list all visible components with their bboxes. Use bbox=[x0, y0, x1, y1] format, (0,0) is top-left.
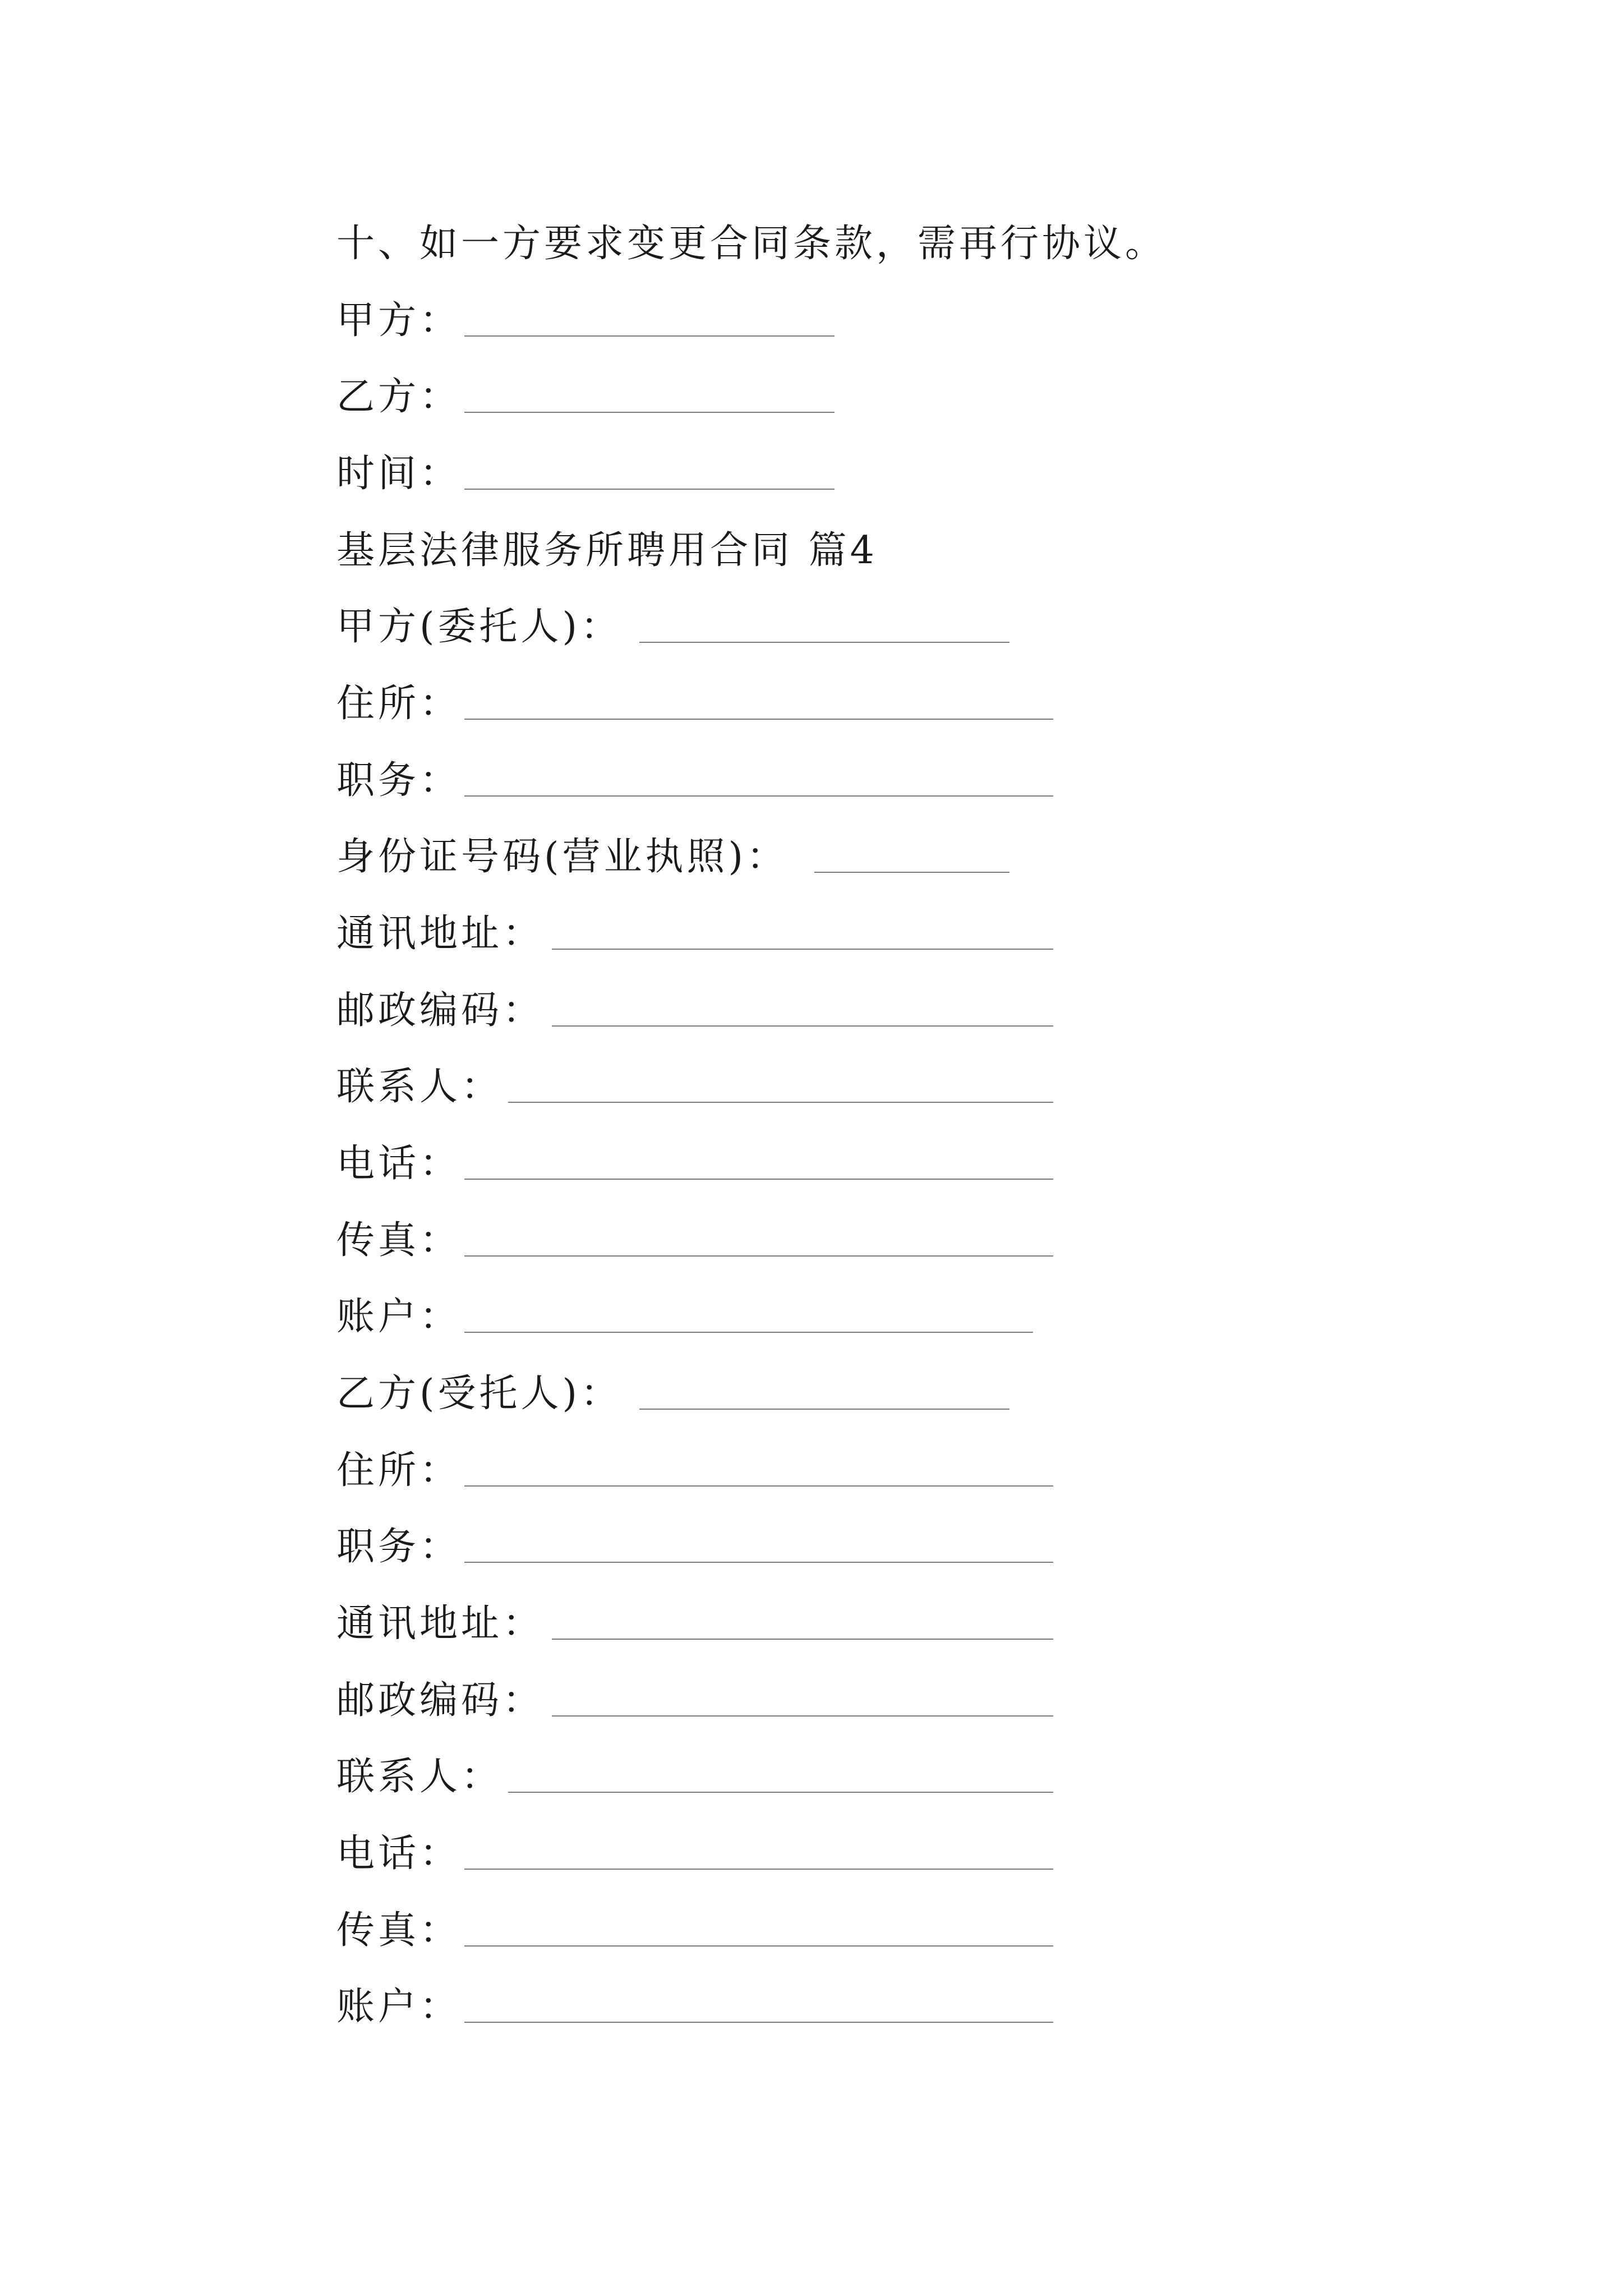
agent-contact-blank[interactable] bbox=[508, 1792, 1053, 1793]
signature-time-blank[interactable] bbox=[464, 489, 834, 490]
client-account-blank[interactable] bbox=[464, 1332, 1033, 1333]
agent-address-label: 住所： bbox=[336, 1448, 462, 1493]
client-address bbox=[336, 673, 461, 735]
client-mailing-address-blank[interactable] bbox=[552, 949, 1053, 950]
signature-party-a-blank[interactable] bbox=[464, 335, 834, 337]
agent-mailing-address-label: 通讯地址： bbox=[336, 1602, 545, 1646]
agent-address bbox=[336, 1440, 461, 1502]
agent-phone bbox=[336, 1823, 461, 1885]
client-account-label: 账户： bbox=[336, 1295, 462, 1339]
agent-account-label: 账户： bbox=[336, 1985, 462, 2029]
client-position bbox=[336, 750, 461, 812]
agent-fax-blank[interactable] bbox=[464, 1945, 1053, 1947]
signature-time-label: 时间： bbox=[336, 452, 462, 496]
client-contact-blank[interactable] bbox=[508, 1102, 1053, 1103]
client-phone bbox=[336, 1133, 461, 1195]
client-postal-code-label: 邮政编码： bbox=[336, 988, 545, 1033]
client-heading bbox=[336, 596, 622, 658]
client-postal-code bbox=[336, 980, 544, 1042]
client-contact-label: 联系人： bbox=[336, 1065, 503, 1109]
client-address-label: 住所： bbox=[336, 682, 462, 726]
client-postal-code-blank[interactable] bbox=[552, 1025, 1053, 1027]
agent-mailing-address bbox=[336, 1593, 544, 1655]
agent-postal-code-blank[interactable] bbox=[552, 1715, 1053, 1717]
client-address-blank[interactable] bbox=[464, 719, 1053, 720]
client-fax-blank[interactable] bbox=[464, 1255, 1053, 1257]
clause-ten-text: 十、如一方要求变更合同条款，需再行协议。 bbox=[336, 222, 1167, 266]
client-heading-label: 甲方(委托人)： bbox=[336, 605, 623, 649]
client-position-label: 职务： bbox=[336, 758, 462, 803]
client-contact bbox=[336, 1056, 502, 1118]
client-id-number-label: 身份证号码(营业执照)： bbox=[336, 835, 789, 879]
client-mailing-address bbox=[336, 903, 544, 965]
agent-name-blank[interactable] bbox=[639, 1409, 1009, 1410]
client-name-blank[interactable] bbox=[639, 642, 1009, 643]
client-mailing-address-label: 通讯地址： bbox=[336, 912, 545, 956]
agent-phone-blank[interactable] bbox=[464, 1869, 1053, 1870]
client-id-number bbox=[336, 826, 788, 888]
agent-postal-code-label: 邮政编码： bbox=[336, 1678, 545, 1723]
client-id-number-blank[interactable] bbox=[814, 872, 1009, 873]
client-fax bbox=[336, 1210, 461, 1272]
agent-fax bbox=[336, 1900, 461, 1962]
section-title bbox=[336, 520, 878, 582]
client-phone-blank[interactable] bbox=[464, 1179, 1053, 1180]
signature-party-b-label: 乙方： bbox=[336, 375, 462, 419]
signature-party-b bbox=[336, 366, 461, 428]
signature-party-a bbox=[336, 290, 461, 352]
agent-position-blank[interactable] bbox=[464, 1562, 1053, 1563]
agent-account bbox=[336, 1976, 461, 2038]
agent-position-label: 职务： bbox=[336, 1525, 462, 1569]
client-account bbox=[336, 1286, 461, 1348]
client-position-blank[interactable] bbox=[464, 795, 1053, 797]
agent-account-blank[interactable] bbox=[464, 2022, 1053, 2023]
client-phone-label: 电话： bbox=[336, 1142, 462, 1186]
signature-party-b-blank[interactable] bbox=[464, 412, 834, 413]
agent-heading-label: 乙方(受托人)： bbox=[336, 1372, 623, 1416]
agent-fax-label: 传真： bbox=[336, 1908, 462, 1953]
agent-position bbox=[336, 1516, 461, 1578]
agent-address-blank[interactable] bbox=[464, 1485, 1053, 1487]
agent-mailing-address-blank[interactable] bbox=[552, 1639, 1053, 1640]
clause-ten bbox=[336, 213, 1166, 275]
agent-postal-code bbox=[336, 1670, 544, 1732]
agent-contact bbox=[336, 1746, 502, 1808]
section-title-text: 基层法律服务所聘用合同 篇4 bbox=[336, 528, 878, 573]
client-fax-label: 传真： bbox=[336, 1218, 462, 1263]
agent-contact-label: 联系人： bbox=[336, 1755, 503, 1799]
signature-time bbox=[336, 443, 461, 505]
agent-phone-label: 电话： bbox=[336, 1832, 462, 1876]
signature-party-a-label: 甲方： bbox=[336, 298, 462, 343]
agent-heading bbox=[336, 1363, 622, 1425]
